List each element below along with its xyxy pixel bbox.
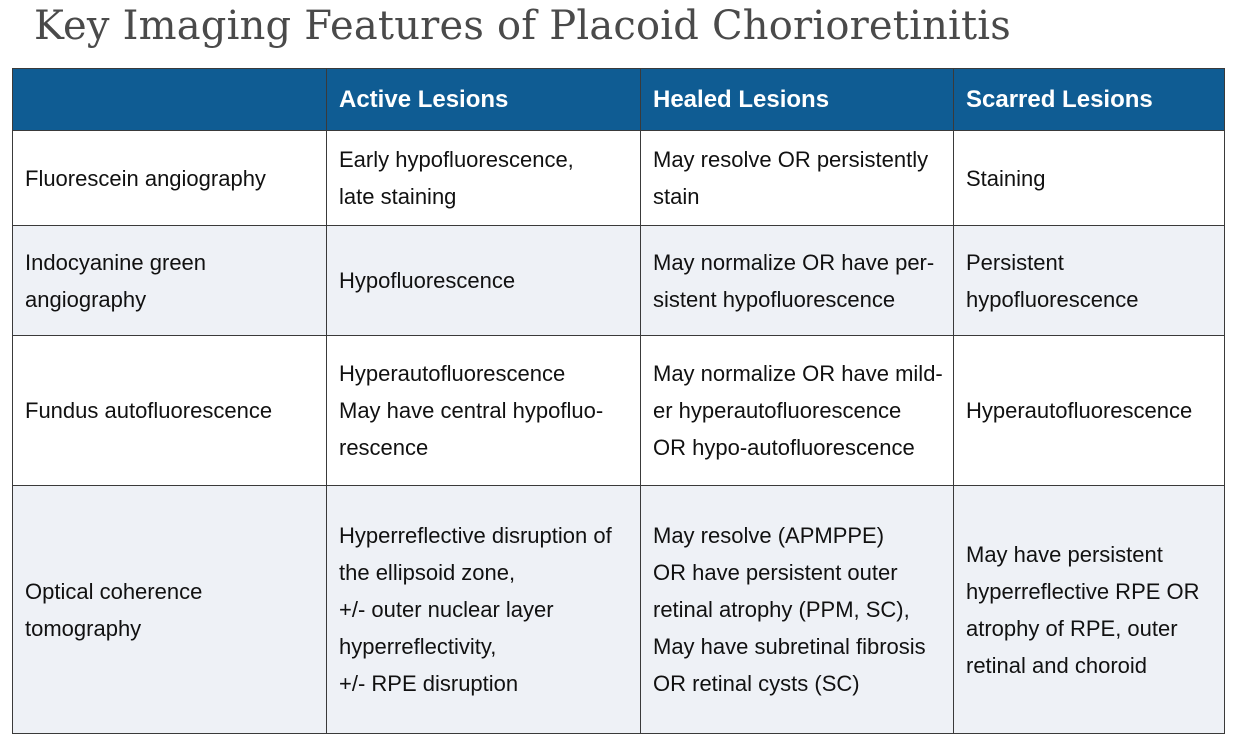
cell-line: +/- outer nuclear layer [339,597,554,622]
cell-line: stain [653,184,700,209]
cell-line: Staining [966,165,1046,191]
active-lesions-cell [327,336,641,486]
cell-line: Hyperautofluorescence [339,361,566,386]
page-title: Key Imaging Features of Placoid Chorioretinitis [34,3,1012,49]
header-empty-cell [13,69,327,131]
cell-line: Early hypofluorescence, [339,147,574,172]
row-label-cell [13,226,327,336]
active-lesions-cell [327,486,641,734]
active-lesions-cell [327,131,641,226]
scarred-lesions-cell [954,336,1225,486]
cell-line: OR hypo-autofluorescence [653,435,915,460]
table-header-row [13,69,1225,131]
scarred-lesions-cell [954,131,1225,226]
cell-line: OR have persistent outer [653,560,898,585]
row-label-cell [13,336,327,486]
cell-line: tomography [25,615,142,641]
row-label-cell [13,131,327,226]
active-lesions-cell [327,226,641,336]
table-row [13,226,1225,336]
cell-line: Hyperautofluorescence [966,398,1193,423]
scarred-lesions-cell [954,226,1225,336]
row-label-cell [13,486,327,734]
imaging-features-table [12,68,1225,734]
cell-line: hypofluorescence [966,286,1139,312]
header-healed-lesions: Healed Lesions [641,69,954,131]
cell-line: May have central hypofluo- [339,398,604,423]
cell-line: OR retinal cysts (SC) [653,671,860,696]
cell-line: May have persistent [966,541,1163,567]
scarred-lesions-cell [954,486,1225,734]
cell-line: late staining [339,184,457,209]
cell-line: Persistent [966,249,1064,275]
cell-line: rescence [339,435,429,460]
table-row [13,486,1225,734]
healed-lesions-cell [641,336,954,486]
cell-line: the ellipsoid zone, [339,560,516,585]
cell-line: May resolve OR persistently [653,147,929,172]
cell-line: Hypofluorescence [339,268,516,293]
table-row [13,131,1225,226]
cell-line: Fluorescein angiography [25,165,266,191]
cell-line: retinal and choroid [966,652,1148,678]
cell-line: May have subretinal fibrosis [653,634,926,659]
cell-line: Hyperreflective disruption of [339,523,612,548]
cell-line: sistent hypofluorescence [653,286,896,312]
cell-line: Fundus autofluorescence [25,398,273,423]
cell-line: er hyperautofluorescence [653,398,902,423]
cell-line: May normalize OR have per- [653,249,935,275]
cell-line: Indocyanine green [25,249,207,275]
healed-lesions-cell [641,486,954,734]
cell-line: May resolve (APMPPE) [653,523,885,548]
cell-line: hyperreflective RPE OR [966,578,1200,604]
cell-line: +/- RPE disruption [339,671,519,696]
cell-line: hyperreflectivity, [339,634,497,659]
healed-lesions-cell [641,226,954,336]
header-scarred-lesions: Scarred Lesions [954,69,1225,131]
cell-line: May normalize OR have mild- [653,361,943,386]
cell-line: retinal atrophy (PPM, SC), [653,597,910,622]
cell-line: Optical coherence [25,578,203,604]
cell-line: angiography [25,286,147,312]
table-row [13,336,1225,486]
healed-lesions-cell [641,131,954,226]
cell-line: atrophy of RPE, outer [966,615,1178,641]
header-active-lesions: Active Lesions [327,69,641,131]
